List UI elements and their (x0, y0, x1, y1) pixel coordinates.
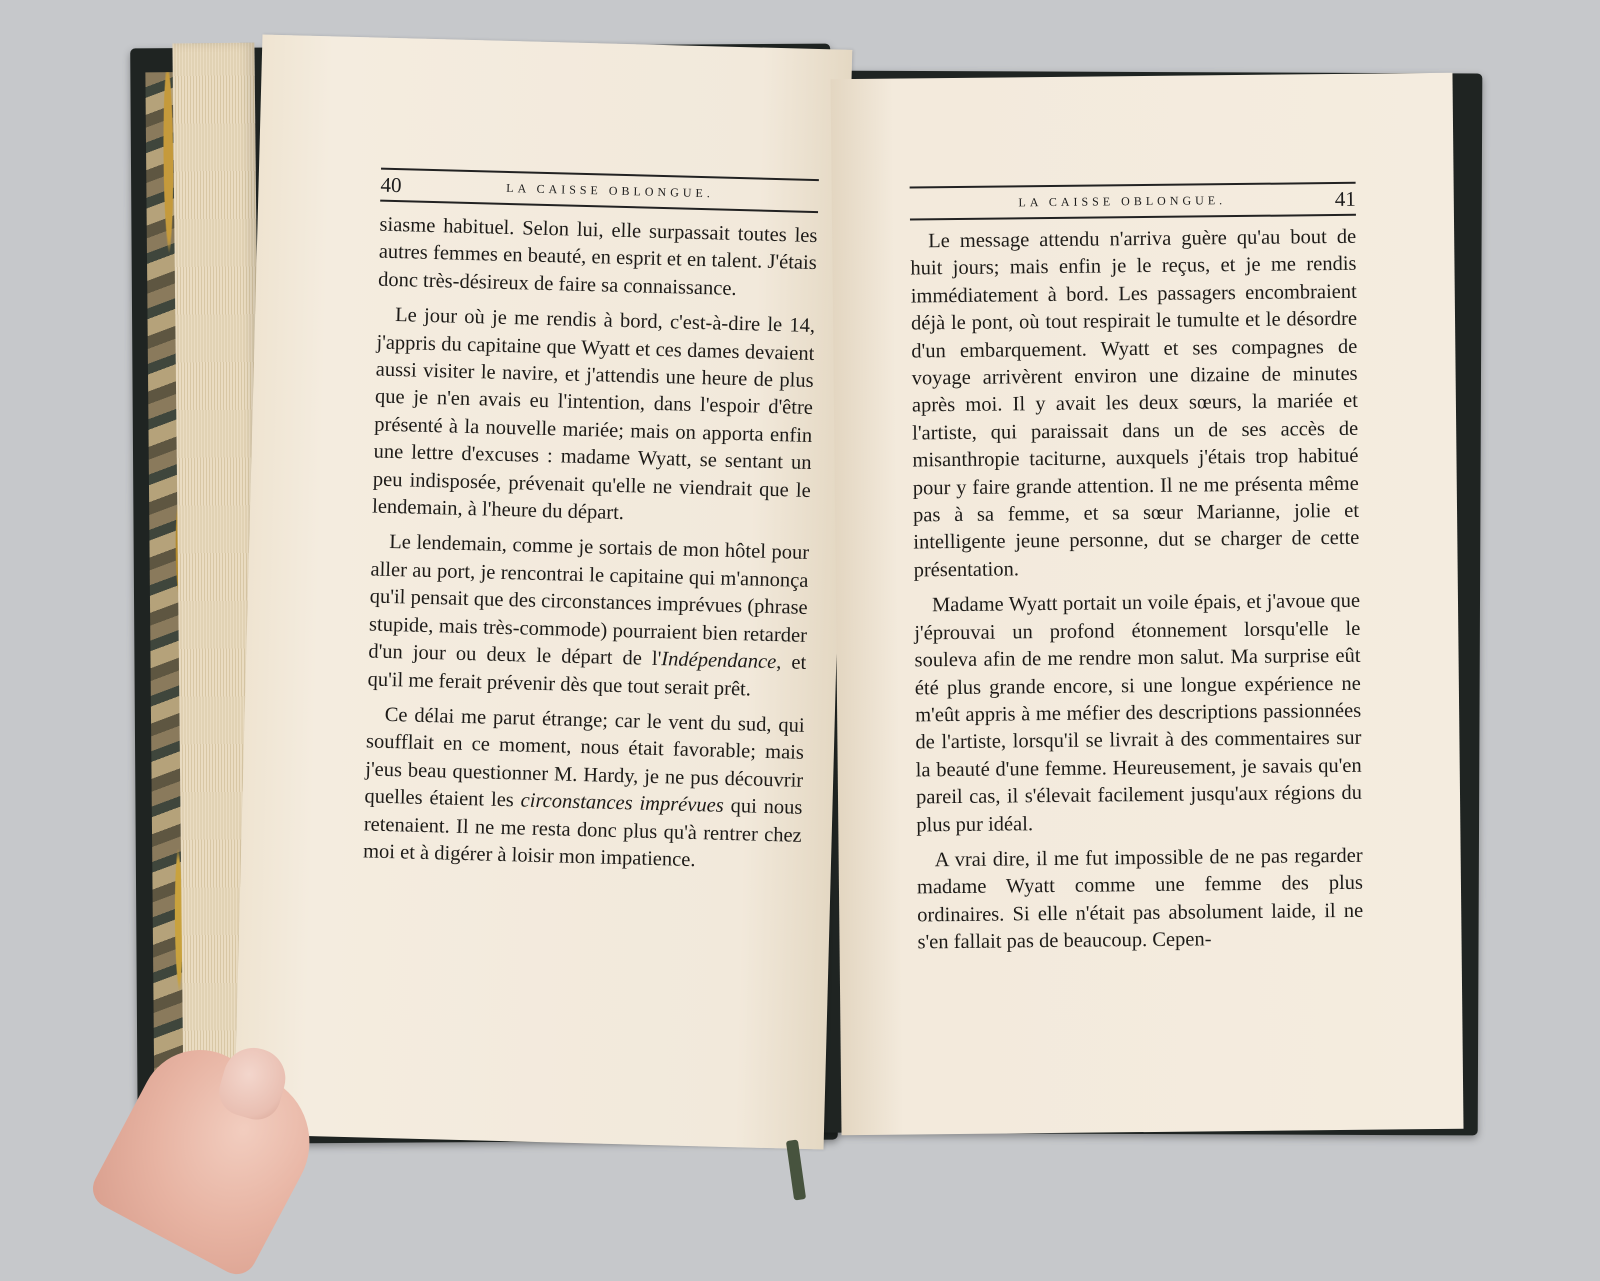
right-page-number: 41 (1334, 186, 1356, 211)
right-paragraph-2: Madame Wyatt portait un voile épais, et j'avoue que j'éprouvai un profond étonnement lorsqu'elle le souleva afin de me rendre mon salut. Ma surprise eût été plus grande encore, si une longue expérience ne m'eût appris à me méfier des descriptions passionnées de l'artiste, lorsqu'il se livrait à des commentaires sur la beauté d'une femme. Heureusement, je savais qu'en pareil cas, il s'élevait facilement jusqu'aux régions du plus pur idéal. (914, 590, 1363, 836)
left-paragraph-1: siasme habituel. Selon lui, elle surpassait toutes les autres femmes en beauté, en esprit et en talent. J'étais donc très-désireux de faire sa connaissance. (377, 213, 818, 300)
left-page (234, 34, 853, 1149)
right-paragraph-3: A vrai dire, il me fut impossible de ne pas regarder madame Wyatt comme une femme des plus ordinaires. Si elle n'était pas absolument laide, il ne s'en fallait pas de beaucoup. Cepen- (916, 844, 1364, 954)
right-paragraph-1: Le message attendu n'arriva guère qu'au bout de huit jours; mais enfin je le reçus, et je me rendis immédiatement à bord. Les passagers encombraient déjà le pont, où tout respirait le tumulte et le désordre d'un embarquement. Wyatt et ses compagnes de voyage arrivèrent environ une dizaine de minutes après moi. Il y avait les deux sœurs, la mariée et l'artiste, qui paraissait dans un de ses accès de misanthropie taciturne, auxquels j'étais trop habitué pour y faire grande attention. Il ne me présenta même pas à sa femme, et sa sœur Marianne, jolie et intelligente jeune personne, dut se charger de cette présentation. (910, 225, 1360, 582)
right-running-title: LA CAISSE OBLONGUE. (1018, 192, 1227, 209)
left-paragraph-2: Le jour où je me rendis à bord, c'est-à-dire le 14, j'appris du capitaine que Wyatt et ces dames devaient aussi visiter le navire, et j'attendis une heure de plus que je n'en avais eu l'intention, dans l'espoir d'être présenté à la nouvelle mariée; mais on apporta enfin une lettre d'excuses : madame Wyatt, se sentant un peu indisposée, prévenait qu'elle ne viendrait que le lendemain, à l'heure du départ. (371, 304, 816, 525)
left-running-title: LA CAISSE OBLONGUE. (506, 180, 715, 200)
left-running-head (380, 168, 819, 213)
right-running-head (910, 182, 1356, 221)
left-paragraph-4: Ce délai me parut étrange; car le vent du sud, qui soufflait en ce moment, nous était favorable; mais j'eus beau questionner M. Hardy, je ne pus découvrir quelles étaient les circonstances imprévues qui nous retenaient. Il ne me resta donc plus qu'à rentrer chez moi et à digérer à loisir mon impatience. (362, 703, 805, 872)
left-paragraph-3: Le lendemain, comme je sortais de mon hôtel pour aller au port, je rencontrai le capitaine qui m'annonça qu'il pensait que des circonstances imprévues (phrase stupide, mais très-commode) pourraient bien retarder d'un jour ou deux le départ de l'Indépendance, et qu'il me ferait prévenir dès que tout serait prêt. (367, 531, 810, 700)
left-page-number: 40 (380, 172, 402, 197)
right-page (830, 73, 1463, 1135)
ship-name-italic: Indépendance (661, 648, 777, 674)
left-page-text (363, 212, 818, 886)
right-page-text (910, 224, 1364, 965)
circumstances-italic: circonstances imprévues (520, 789, 725, 817)
